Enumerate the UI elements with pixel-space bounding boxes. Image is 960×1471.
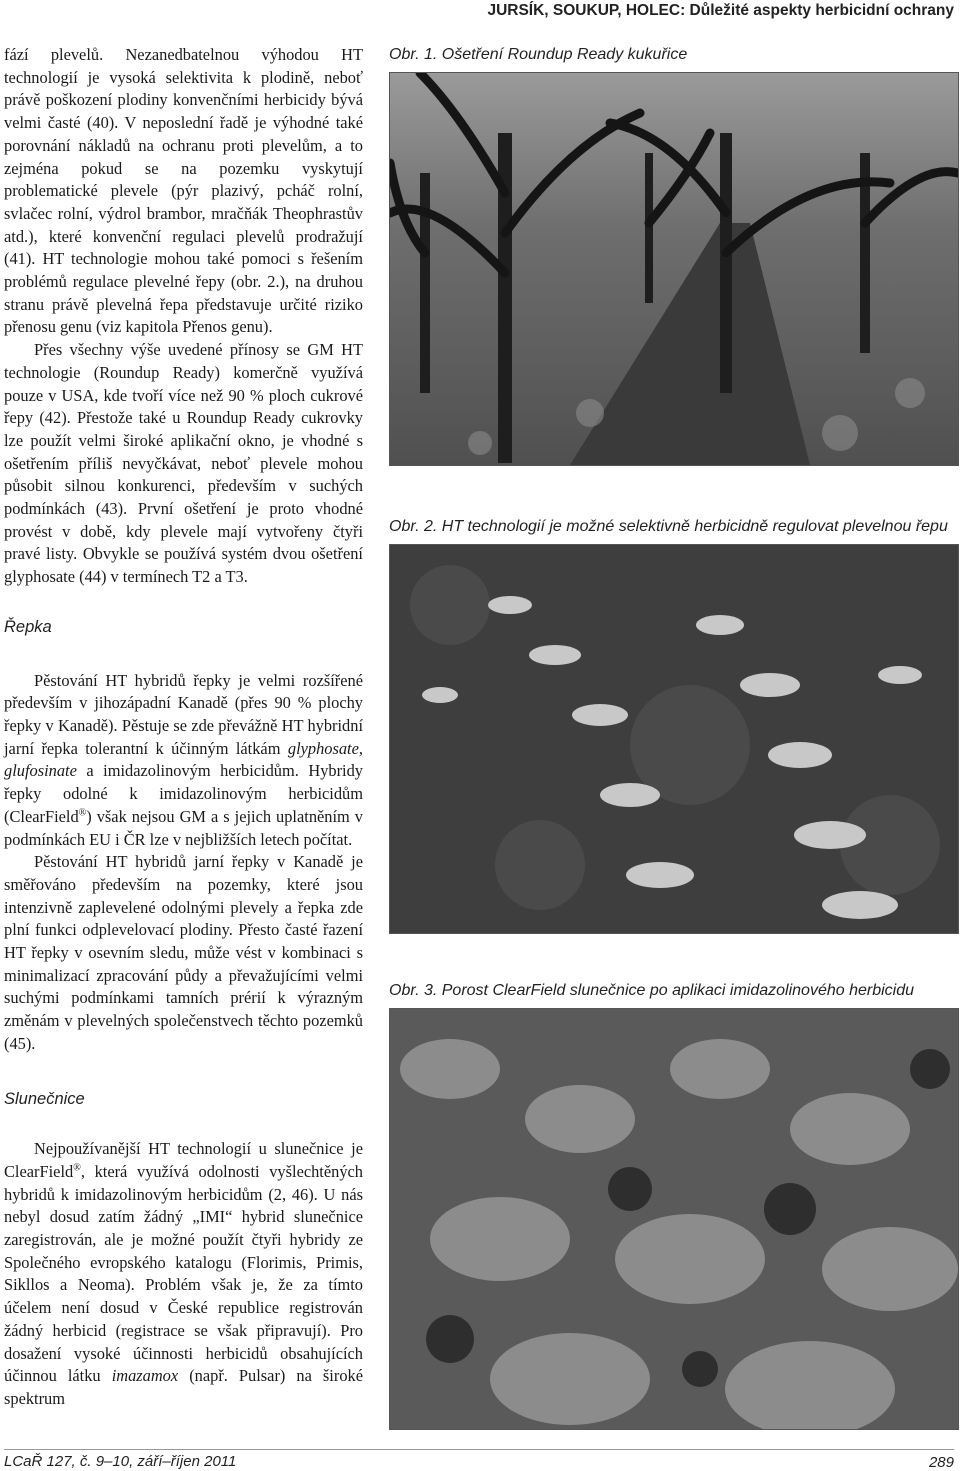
registered-mark: ® (73, 1162, 81, 1174)
p3-comma: , (358, 738, 363, 758)
figure-1-caption: Obr. 1. Ošetření Roundup Ready kukuřice (389, 46, 688, 63)
p5-text-c: (např. Pulsar) na široké spektrum (4, 1366, 363, 1408)
p3-text-a: Pěstování HT hybridů řepky je velmi rozšířené především v jihozápadní Kanadě (přes 90 % plochy řepky v Kanadě). Pěstuje se zde převážně HT hybridní jarní řepka tolerantní k účinným látkám (4, 670, 363, 758)
registered-mark: ® (78, 807, 87, 819)
figure-3-caption: Obr. 3. Porost ClearField slunečnice po aplikaci imidazolinového herbicidu (389, 982, 915, 999)
page-number: 289 (928, 1454, 954, 1471)
paragraph-5 (4, 1138, 363, 1410)
p3-text-b: a imidazolinovým herbicidům. Hybridy řepky odolné k imidazolinovým herbicidům (ClearField (4, 761, 363, 826)
left-column (4, 44, 363, 1411)
right-column (389, 44, 957, 1430)
term-imazamox: imazamox (111, 1366, 179, 1386)
figure-3-photo (389, 1008, 959, 1430)
section-heading-slunecnice: Slunečnice (4, 1089, 85, 1108)
p3-text-c: ) však nejsou GM a s jejich uplatněním v podmínkách EU i ČR lze v nejbližších letech počítat. (4, 806, 363, 849)
figure-2-photo (389, 544, 959, 934)
figure-1-photo (389, 72, 959, 466)
beet-rows-photo (390, 545, 958, 933)
p5-text-b: , která využívá odolnosti vyšlechtěných hybridů k imidazolinovým herbicidům (2, 46). U nás nebyl dosud zatím žádný „IMI“ hybrid slunečnice zaregistrován, ale je možné použít čtyři hybridy ze Společného evropského katalogu (Florimis, Primis, Sikllos a Neoma). Problém však je, že za tímto účelem není dosud v České republice registrován žádný herbicid (registrace se však připravují). Pro dosažení vysoké účinnosti herbicidů obsahujících účinnou látku (4, 1161, 363, 1386)
term-glufosinate: glufosinate (4, 761, 77, 781)
section-heading-repka: Řepka (4, 617, 52, 636)
p5-text-a: Nejpoužívanější HT technologií u slunečnice je ClearField (4, 1139, 363, 1181)
paragraph-4: Pěstování HT hybridů jarní řepky v Kanadě je směřováno především na pozemky, které jsou intenzivně zaplevelené odolnými plevely a řepka zde plní funkci odplevelovací plodiny. Přesto časté řazení HT řepky v osevním sledu, může vést v kombinaci s minimalizací zpracování půdy a převažujícími velmi suchými podmínkami tamních prérií k výrazným změnám v plevelných společenstvech těchto pozemků (45). (4, 852, 363, 1053)
paragraph-3 (4, 670, 363, 852)
page-footer (4, 1449, 954, 1470)
running-head: JURSÍK, SOUKUP, HOLEC: Důležité aspekty herbicidní ochrany (487, 2, 954, 19)
sunflower-field-photo (390, 1009, 958, 1429)
paragraph-1: fází plevelů. Nezanedbatelnou výhodou HT technologií je vysoká selektivita k plodině, neboť právě poškození plodiny konvenčními herbicidy bývá velmi časté (40). V neposlední řadě je výhodné také porovnání nákladů na ochranu proti plevelům, a to zejména pokud se na pozemku vyskytují problematické plevele (pýr plazivý, pcháč rolní, svlačec rolní, výdrol brambor, mračňák Theophrastův atd.), které konvenční regulaci plevelů prodražují (41). HT technologie mohou také pomoci s řešením problémů regulace plevelné řepy (obr. 2.), na druhou stranu právě plevelná řepa představuje určité riziko přenosu genu (viz kapitola Přenos genu). (4, 45, 363, 337)
journal-citation: LCaŘ 127, č. 9–10, září–říjen 2011 (4, 1453, 237, 1470)
paragraph-2: Přes všechny výše uvedené přínosy se GM HT technologie (Roundup Ready) komerčně využívá pouze v USA, kde tvoří více než 90 % ploch cukrové řepy (42). Přestože také u Roundup Ready cukrovky lze použít velmi široké aplikační okno, je vhodné s ošetřením příliš nevyčkávat, neboť plevele mohou působit silnou konkurenci, především v suchých podmínkách (43). První ošetření je proto vhodné provést v době, kdy plevele mají vytvořeny čtyři pravé listy. Obvykle se používá systém dvou ošetření glyphosate (44) v termínech T2 a T3. (4, 340, 363, 587)
figure-2-caption: Obr. 2. HT technologií je možné selektivně herbicidně regulovat plevelnou řepu (389, 518, 948, 535)
term-glyphosate: glyphosate (287, 738, 359, 758)
corn-field-photo (390, 73, 958, 465)
